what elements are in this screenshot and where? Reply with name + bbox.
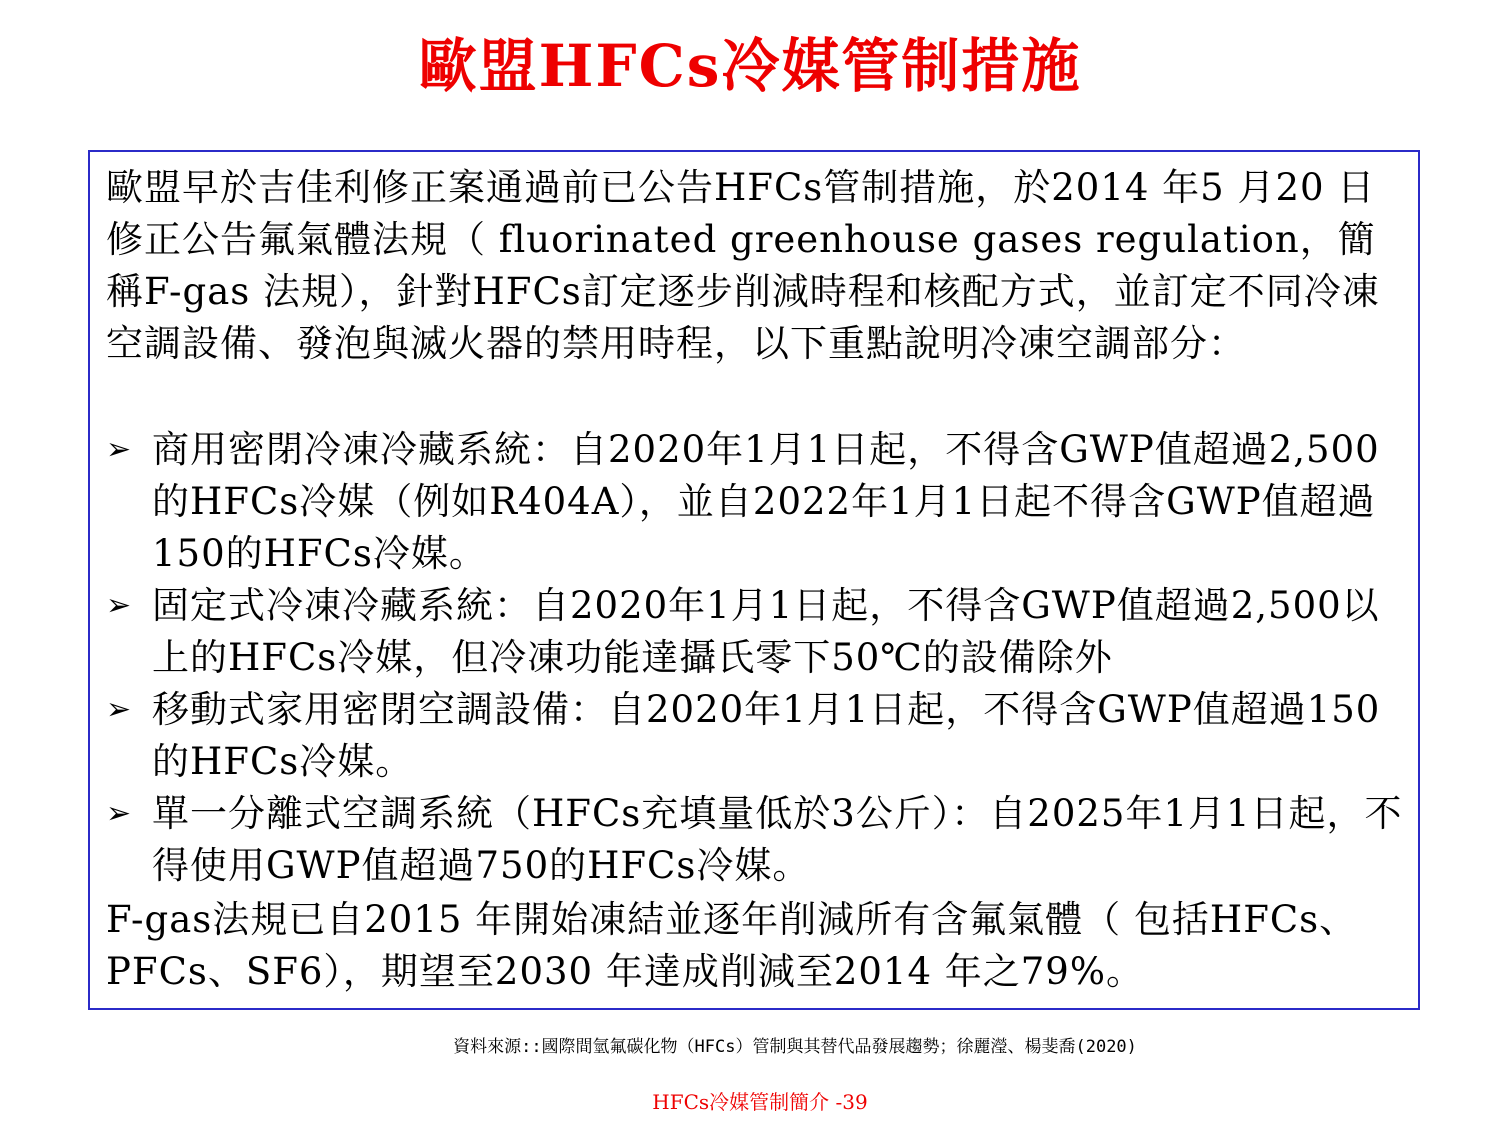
- bullet-item-movable: [106, 684, 1406, 788]
- bullet-text: 移動式家用密閉空調設備：自2020年1月1日起，不得含GWP值超過150的HFCs冷媒。: [152, 688, 1381, 783]
- source-citation: 資料來源::國際間氫氟碳化物（HFCs）管制與其替代品發展趨勢；徐麗瀅、楊斐喬(2020): [453, 1037, 1137, 1057]
- arrow-bullet-icon: ➢: [106, 692, 133, 727]
- slide-title: 歐盟HFCs冷媒管制措施: [418, 32, 1082, 100]
- bullet-text: 單一分離式空調系統（HFCs充填量低於3公斤）：自2025年1月1日起，不得使用GWP值超過750的HFCs冷媒。: [152, 792, 1403, 887]
- bullet-text: 商用密閉冷凍冷藏系統：自2020年1月1日起，不得含GWP值超過2,500的HFCs冷媒（例如R404A），並自2022年1月1日起不得含GWP值超過150的HFCs冷媒。: [152, 428, 1380, 575]
- bullet-text: 固定式冷凍冷藏系統：自2020年1月1日起，不得含GWP值超過2,500以上的HFCs冷媒，但冷凍功能達攝氏零下50℃的設備除外: [152, 584, 1380, 679]
- content-box: [88, 150, 1420, 1010]
- page-footer: HFCs冷媒管制簡介 -39: [652, 1090, 868, 1114]
- bullet-list: [106, 424, 1406, 892]
- arrow-bullet-icon: ➢: [106, 588, 133, 623]
- bullet-item-split: [106, 788, 1406, 892]
- bullet-item-commercial: [106, 424, 1406, 580]
- outro-paragraph: F-gas法規已自2015 年開始凍結並逐年削減所有含氟氣體（ 包括HFCs、PFCs、SF6），期望至2030 年達成削減至2014 年之79%。: [106, 898, 1358, 993]
- bullet-item-stationary: [106, 580, 1406, 684]
- arrow-bullet-icon: ➢: [106, 796, 133, 831]
- intro-paragraph: 歐盟早於吉佳利修正案通過前已公告HFCs管制措施，於2014 年5 月20 日修正公告氟氣體法規（ fluorinated greenhouse gases regulation，簡稱F-gas 法規），針對HFCs訂定逐步削減時程和核配方式，並訂定不同冷凍空調設備、發泡與滅火器的禁用時程，以下重點說明冷凍空調部分：: [106, 166, 1380, 365]
- arrow-bullet-icon: ➢: [106, 432, 133, 467]
